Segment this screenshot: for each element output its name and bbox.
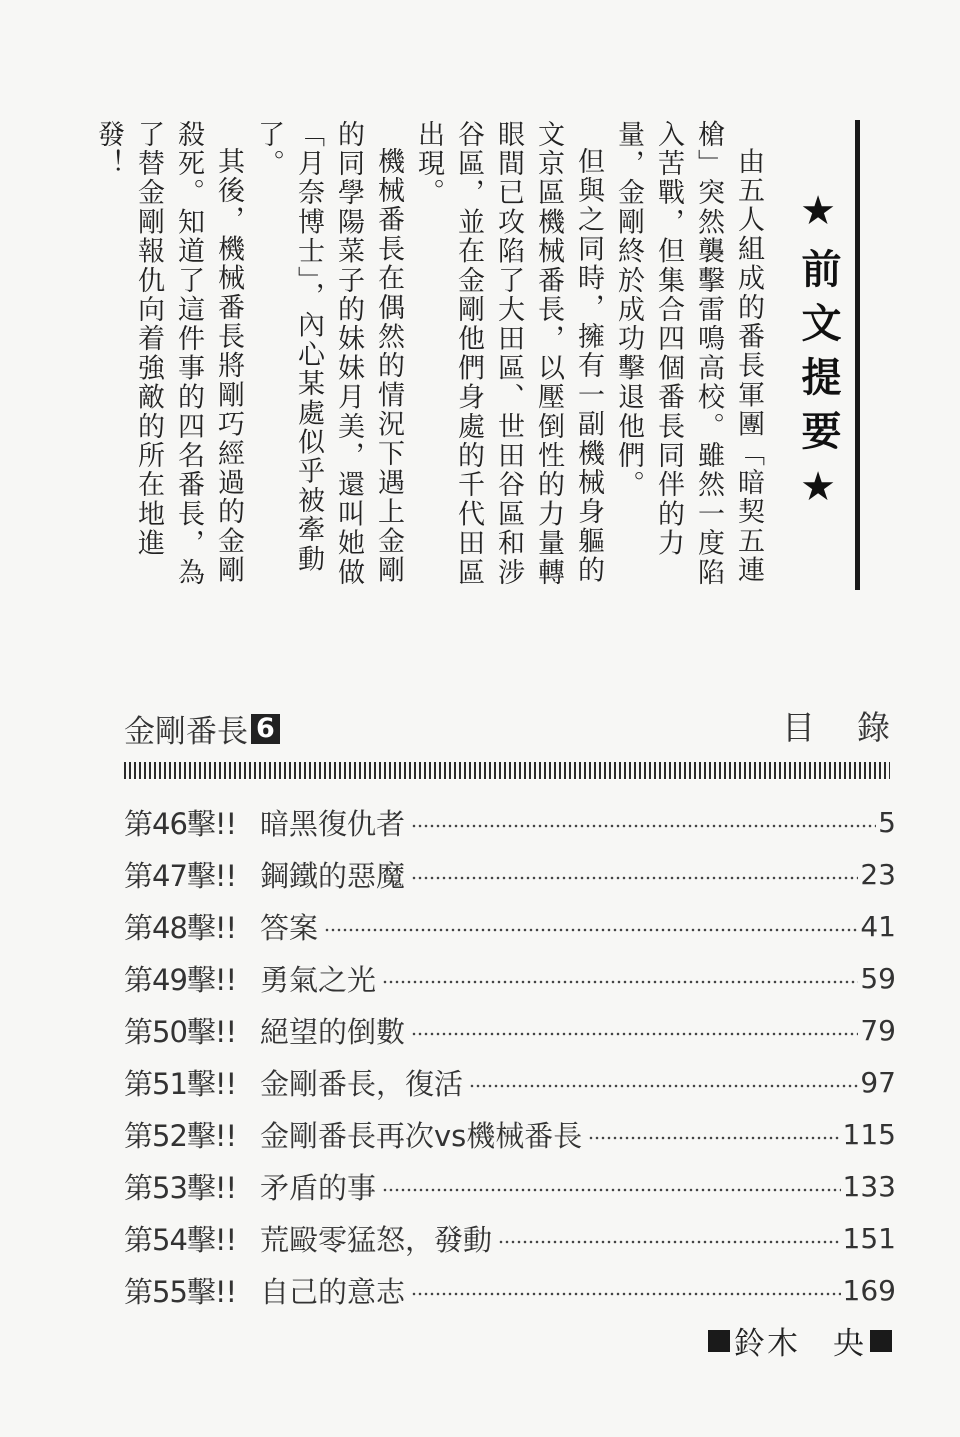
series-name: 金剛番長 (124, 714, 248, 750)
toc-list (124, 796, 896, 1316)
chapter-title: 暗黑復仇者 (260, 806, 406, 841)
toc-entry[interactable] (124, 796, 896, 848)
author-credit (708, 1318, 892, 1363)
synopsis-body (88, 120, 768, 600)
toc-entry[interactable] (124, 952, 896, 1004)
toc-entry[interactable] (124, 1056, 896, 1108)
synopsis-section (93, 120, 860, 600)
dot-leader (324, 928, 858, 932)
page-number: 151 (842, 1221, 896, 1255)
dot-leader (382, 1188, 841, 1192)
chapter-number: 第50擊!! (124, 1014, 237, 1049)
chapter-title: 絕望的倒數 (260, 1014, 406, 1049)
toc-entry[interactable] (124, 900, 896, 952)
chapter-title: 鋼鐵的惡魔 (260, 858, 406, 893)
dot-leader (411, 1292, 841, 1296)
toc-divider (124, 762, 890, 779)
chapter-number: 第48擊!! (124, 910, 237, 945)
synopsis-paragraph: 但與之同時，擁有一副機械身軀的文京區機械番長，以壓倒性的力量轉眼間已攻陷了大田區、世田谷區和涉谷區，並在金剛他們身處的千代田區出現。 (413, 120, 604, 588)
page-number: 133 (842, 1169, 896, 1203)
page-number: 59 (860, 961, 896, 995)
toc-entry[interactable] (124, 1108, 896, 1160)
toc-header (124, 700, 932, 752)
chapter-number: 第55擊!! (124, 1274, 237, 1309)
dot-leader (588, 1136, 840, 1140)
toc-entry[interactable] (124, 1004, 896, 1056)
chapter-number: 第47擊!! (124, 858, 237, 893)
chapter-title: 自己的意志 (260, 1274, 406, 1309)
dot-leader (411, 876, 858, 880)
synopsis-heading: ★前文提要★ (795, 188, 841, 524)
page-number: 169 (842, 1273, 896, 1307)
page-number: 79 (860, 1013, 896, 1047)
synopsis-heading-rule (782, 120, 860, 590)
dot-leader (382, 980, 858, 984)
page-number: 97 (860, 1065, 896, 1099)
toc-entry[interactable] (124, 1212, 896, 1264)
chapter-number: 第49擊!! (124, 962, 237, 997)
chapter-title: 矛盾的事 (260, 1170, 377, 1205)
chapter-title: 金剛番長，復活 (260, 1066, 464, 1101)
toc-entry[interactable] (124, 1160, 896, 1212)
dot-leader (498, 1240, 841, 1244)
series-title (124, 706, 280, 751)
chapter-title: 金剛番長再次vs機械番長 (260, 1118, 583, 1153)
dot-leader (411, 1032, 858, 1036)
chapter-title: 勇氣之光 (260, 962, 377, 997)
square-mark-icon (708, 1330, 730, 1352)
square-mark-icon (870, 1330, 892, 1352)
dot-leader (469, 1084, 858, 1088)
chapter-title: 荒毆零猛怒，發動 (260, 1222, 493, 1257)
toc-entry[interactable] (124, 1264, 896, 1316)
chapter-number: 第52擊!! (124, 1118, 237, 1153)
chapter-number: 第46擊!! (124, 806, 237, 841)
chapter-number: 第53擊!! (124, 1170, 237, 1205)
volume-badge: 6 (251, 714, 280, 744)
synopsis-paragraph: 機械番長在偶然的情況下遇上金剛的同學陽菜子的妹妹月美，還叫她做「月奈博士」，內心某處似乎被牽動了。 (253, 120, 404, 588)
toc-entry[interactable] (124, 848, 896, 900)
chapter-title: 答案 (260, 910, 319, 945)
author-name: 鈴木 央 (734, 1326, 866, 1362)
page-number: 5 (878, 805, 896, 839)
toc-label: 目錄 (782, 708, 932, 747)
page-number: 41 (860, 909, 896, 943)
chapter-number: 第54擊!! (124, 1222, 237, 1257)
dot-leader (411, 824, 876, 828)
page-number: 23 (860, 857, 896, 891)
synopsis-paragraph: 其後，機械番長將剛巧經過的金剛殺死。知道了這件事的四名番長，為了替金剛報仇向着強敵的所在地進發！ (93, 120, 244, 588)
synopsis-paragraph: 由五人組成的番長軍團「暗契五連槍」突然襲擊雷鳴高校。雖然一度陷入苦戰，但集合四個番長同伴的力量，金剛終於成功擊退他們。 (613, 120, 764, 588)
chapter-number: 第51擊!! (124, 1066, 237, 1101)
page-number: 115 (842, 1117, 896, 1151)
